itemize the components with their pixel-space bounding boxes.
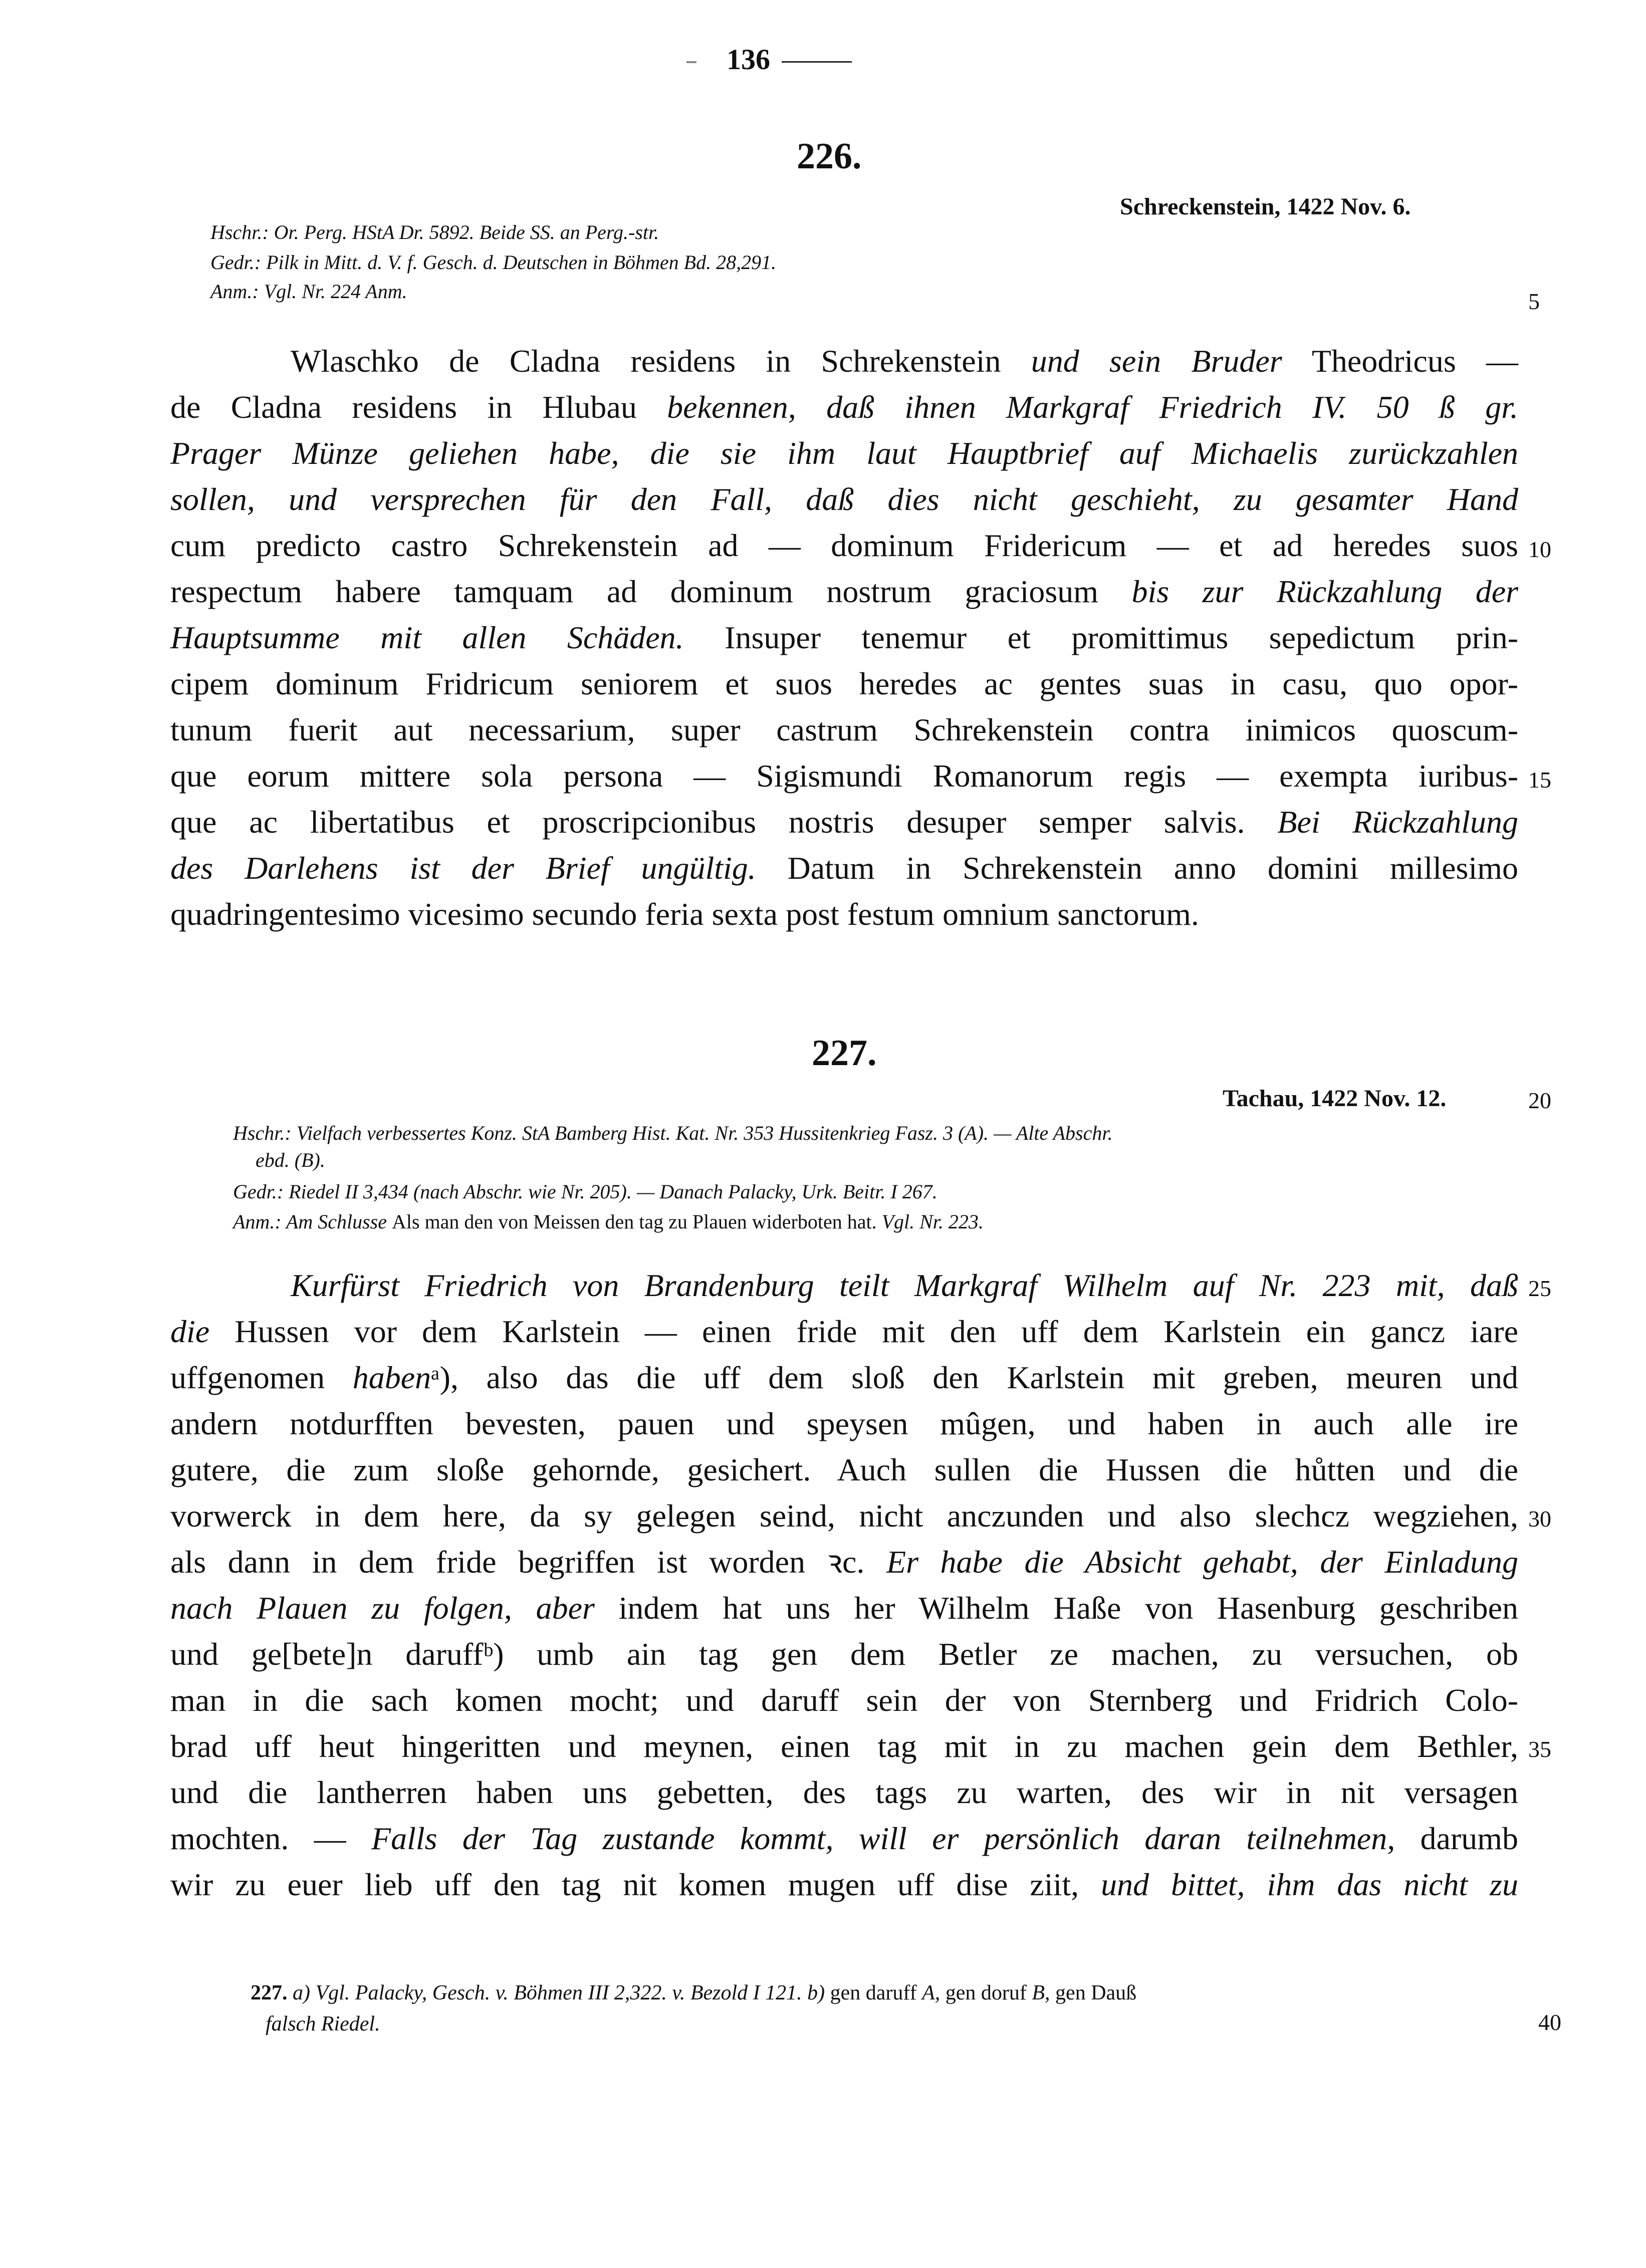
doc227-line: die Hussen vor dem Karlstein — einen fride mit den uff dem Karlstein ein gancz iare bbox=[170, 1314, 1518, 1349]
header-rule bbox=[782, 61, 852, 63]
doc227-place-date: Tachau, 1422 Nov. 12. bbox=[1223, 1085, 1447, 1112]
line-number-5: 5 bbox=[1528, 289, 1540, 314]
doc226-line: respectum habere tamquam ad dominum nostrum graciosum bis zur Rückzahlung der bbox=[170, 574, 1519, 609]
footnote-line-2: falsch Riedel. bbox=[266, 2012, 380, 2036]
line-number-30: 30 bbox=[1528, 1506, 1551, 1532]
doc227-line: wir zu euer lieb uff den tag nit komen mugen uff dise ziit, und bittet, ihm das nicht zu bbox=[170, 1867, 1519, 1902]
doc227-line: vorwerck in dem here, da sy gelegen seind, nicht anczunden und also slechcz wegziehen, bbox=[170, 1498, 1518, 1534]
page-number: 136 bbox=[727, 43, 770, 76]
doc226-line: tunum fuerit aut necessarium, super castrum Schrekenstein contra inimicos quoscum- bbox=[170, 712, 1518, 747]
line-number-40: 40 bbox=[1538, 2009, 1561, 2035]
header-dots bbox=[686, 61, 696, 63]
doc226-line: cipem dominum Fridricum seniorem et suos heredes ac gentes suas in casu, quo opor- bbox=[170, 666, 1518, 701]
footnote-line-1: 227. a) Vgl. Palacky, Gesch. v. Böhmen III 2,322. v. Bezold I 121. b) gen daruff A, gen doruf B, gen Dauß bbox=[251, 1981, 1137, 2004]
line-number-15: 15 bbox=[1528, 767, 1551, 793]
doc227-line: und ge[bete]n daruffᵇ) umb ain tag gen dem Betler ze machen, zu versuchen, ob bbox=[170, 1636, 1518, 1672]
line-number-25: 25 bbox=[1528, 1276, 1551, 1301]
doc227-line: und die lantherren haben uns gebetten, des tags zu warten, des wir in nit versagen bbox=[170, 1775, 1518, 1810]
doc227-line: nach Plauen zu folgen, aber indem hat uns her Wilhelm Haße von Hasenburg geschriben bbox=[170, 1590, 1519, 1626]
doc227-gedr: Gedr.: Riedel II 3,434 (nach Abschr. wie Nr. 205). — Danach Palacky, Urk. Beitr. I 267. bbox=[233, 1180, 937, 1203]
doc226-anm: Anm.: Vgl. Nr. 224 Anm. bbox=[210, 280, 407, 303]
doc226-gedr: Gedr.: Pilk in Mitt. d. V. f. Gesch. d. Deutschen in Böhmen Bd. 28,291. bbox=[210, 251, 777, 274]
doc226-line: que eorum mittere sola persona — Sigismundi Romanorum regis — exempta iuribus- bbox=[170, 758, 1518, 794]
doc226-hschr: Hschr.: Or. Perg. HStA Dr. 5892. Beide SS. an Perg.-str. bbox=[210, 221, 659, 243]
doc227-hschr-continued: ebd. (B). bbox=[256, 1149, 325, 1171]
line-number-35: 35 bbox=[1528, 1736, 1551, 1762]
doc227-line: als dann in dem fride begriffen ist worden ꝛc. Er habe die Absicht gehabt, der Einladung bbox=[170, 1544, 1518, 1580]
doc226-line: Wlaschko de Cladna residens in Schrekenstein und sein Bruder Theodricus — bbox=[291, 343, 1519, 379]
doc226-line: que ac libertatibus et proscripcionibus nostris desuper semper salvis. Bei Rückzahlung bbox=[170, 804, 1519, 840]
doc227-line: man in die sach komen mocht; und daruff sein der von Sternberg und Fridrich Colo- bbox=[170, 1682, 1518, 1718]
doc226-line: Hauptsumme mit allen Schäden. Insuper tenemur et promittimus sepedictum prin- bbox=[170, 620, 1519, 655]
doc227-line: mochten. — Falls der Tag zustande kommt, will er persönlich daran teilnehmen, darumb bbox=[170, 1821, 1519, 1856]
doc226-line: quadringentesimo vicesimo secundo feria sexta post festum omnium sanctorum. bbox=[170, 896, 1199, 932]
doc226-line: cum predicto castro Schrekenstein ad — dominum Fridericum — et ad heredes suos bbox=[170, 528, 1518, 563]
doc226-place-date: Schreckenstein, 1422 Nov. 6. bbox=[1120, 193, 1411, 220]
line-number-10: 10 bbox=[1528, 537, 1551, 562]
doc226-line: Prager Münze geliehen habe, die sie ihm laut Hauptbrief auf Michaelis zurückzahlen bbox=[170, 435, 1518, 471]
doc227-line: Kurfürst Friedrich von Brandenburg teilt Markgraf Wilhelm auf Nr. 223 mit, daß bbox=[291, 1268, 1518, 1303]
doc227-number: 227. bbox=[812, 1033, 877, 1074]
doc227-line: brad uff heut hingeritten und meynen, einen tag mit in zu machen gein dem Bethler, bbox=[170, 1728, 1518, 1764]
doc227-line: andern notdurfften bevesten, pauen und speysen mûgen, und haben in auch alle ire bbox=[170, 1406, 1518, 1441]
line-number-20: 20 bbox=[1528, 1088, 1551, 1113]
doc227-hschr: Hschr.: Vielfach verbessertes Konz. StA Bamberg Hist. Kat. Nr. 353 Hussitenkrieg Fasz. 3 (A). — Alte Abschr. bbox=[233, 1122, 1113, 1144]
doc226-line: sollen, und versprechen für den Fall, daß dies nicht geschieht, zu gesamter Hand bbox=[170, 481, 1518, 517]
doc226-number: 226. bbox=[797, 136, 862, 177]
doc226-line: de Cladna residens in Hlubau bekennen, daß ihnen Markgraf Friedrich IV. 50 ß gr. bbox=[170, 389, 1519, 425]
doc227-line: gutere, die zum sloße gehornde, gesichert. Auch sullen die Hussen die hůtten und die bbox=[170, 1452, 1518, 1487]
doc226-line: des Darlehens ist der Brief ungültig. Datum in Schrekenstein anno domini millesimo bbox=[170, 850, 1518, 886]
doc227-anm: Anm.: Am Schlusse Als man den von Meissen den tag zu Plauen widerboten hat. Vgl. Nr. 223. bbox=[233, 1210, 984, 1233]
doc227-line: uffgenomen habenᵃ), also das die uff dem sloß den Karlstein mit greben, meuren und bbox=[170, 1360, 1519, 1395]
